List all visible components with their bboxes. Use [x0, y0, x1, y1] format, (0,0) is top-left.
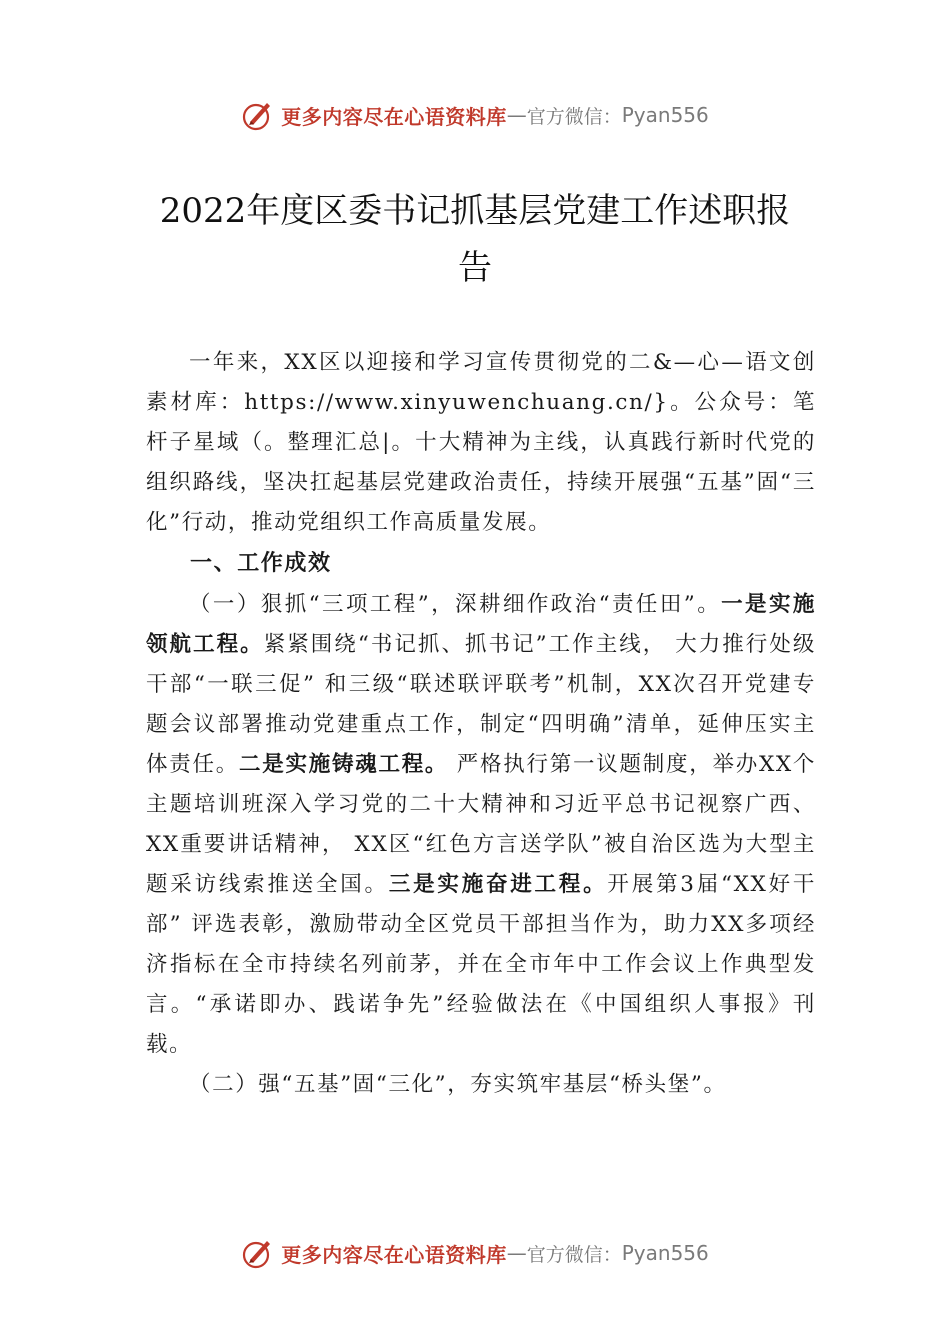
footer-banner — [0, 1228, 950, 1278]
site-name: 更多内容尽在心语资料库 — [281, 1242, 507, 1267]
site-name: 更多内容尽在心语资料库 — [281, 104, 507, 129]
banner-dash: — — [506, 1241, 527, 1265]
header-banner — [0, 90, 950, 140]
wechat-label: 官方微信： — [526, 105, 622, 128]
paragraph-1-lead: （一）狠抓“三项工程”，深耕细作政治“责任田”。 — [189, 592, 722, 617]
quill-logo-icon — [241, 98, 275, 132]
quill-logo-icon — [241, 1236, 275, 1270]
point-3-text: 开展第3届“XX好干部” 评选表彰，激励带动全区党员干部担当作为，助力XX多项经济指标在全市持续名列前茅，并在全市年中工作会议上作典型发言。“承诺即办、践诺争先”经验做法在《中国组织人事报》刊载。 — [146, 872, 816, 1057]
document-body — [146, 343, 816, 1105]
wechat-id: Pyan556 — [621, 1241, 709, 1265]
point-2-heading: 二是实施铸魂工程。 — [238, 752, 449, 777]
wechat-id: Pyan556 — [621, 103, 709, 127]
point-3-heading: 三是实施奋进工程。 — [388, 872, 608, 897]
intro-paragraph: 一年来，XX区以迎接和学习宣传贯彻党的二&—心—语文创素材库：https://www.xinyuwenchuang.cn/}。公众号：笔杆子星域（。整理汇总|。十大精神为主线，认真践行新时代党的组织路线，坚决扛起基层党建政治责任，持续开展强“五基”固“三化”行动，推动党组织工作高质量发展。 — [146, 350, 816, 535]
point-2-text: 严格执行第一议题制度，举办XX个主题培训班深入学习党的二十大精神和习近平总书记视察广西、XX重要讲话精神， XX区“红色方言送学队”被自治区选为大型主题采访线索推送全国。 — [146, 752, 816, 897]
section-heading: 一、工作成效 — [190, 551, 332, 576]
point-1-text: 紧紧围绕“书记抓、抓书记”工作主线， 大力推行处级干部“一联三促” 和三级“联述联评联考”机制，XX次召开党建专题会议部署推动党建重点工作，制定“四明确”清单，延伸压实主体责任。 — [146, 632, 816, 777]
document-title: 2022年度区委书记抓基层党建工作述职报告 — [159, 191, 791, 288]
point-1-heading: 一是实施领航工程。 — [146, 592, 816, 657]
paragraph-1 — [146, 585, 816, 1065]
paragraph-2: （二）强“五基”固“三化”，夯实筑牢基层“桥头堡”。 — [189, 1072, 727, 1097]
wechat-label: 官方微信： — [526, 1243, 622, 1266]
banner-dash: — — [506, 103, 527, 127]
